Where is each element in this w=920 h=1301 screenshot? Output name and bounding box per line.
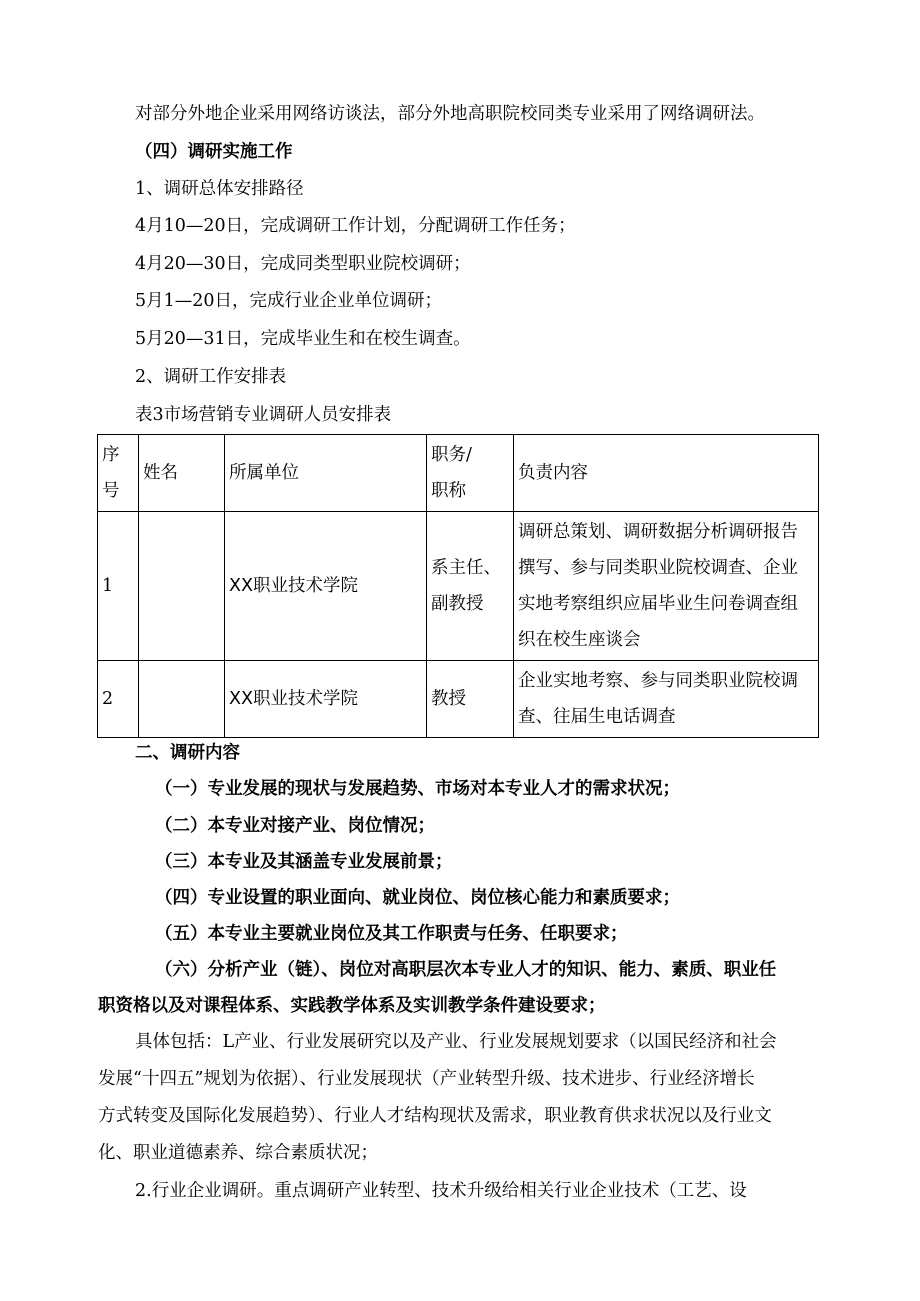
row1-no — [98, 512, 139, 661]
row1-duty-line: 织在校生座谈会 — [518, 630, 641, 650]
row2-duty-line: 查、往届生电话调查 — [518, 707, 676, 727]
detail-line-1: 具体包括：L产业、行业发展研究以及产业、行业发展规划要求（以国民经济和社会 — [135, 1032, 777, 1052]
schedule-line-3: 5月1—20日，完成行业企业单位调研； — [135, 291, 443, 311]
row2-duty-line: 企业实地考察、参与同类职业院校调 — [518, 671, 798, 691]
staff-table — [97, 434, 819, 738]
row2-unit — [225, 661, 427, 738]
row2-no — [98, 661, 139, 738]
header-duty — [514, 435, 819, 512]
row2-duty — [514, 661, 819, 738]
subheading-overall-plan: 1、调研总体安排路径 — [135, 179, 304, 199]
subheading-schedule-table: 2、调研工作安排表 — [135, 367, 287, 387]
header-title-b: 职称 — [431, 481, 466, 501]
detail-line-4: 化、职业道德素养、综合素质状况； — [98, 1143, 378, 1163]
content-item-2: （二）本专业对接产业、岗位情况； — [155, 816, 435, 836]
row1-duty — [514, 512, 819, 661]
row1-duty-line: 实地考察组织应届毕业生问卷调查组 — [518, 594, 798, 614]
header-name — [139, 435, 225, 512]
row2-name — [139, 661, 225, 738]
row2-title — [427, 661, 514, 738]
row2-unit-text: XX职业技术学院 — [229, 689, 358, 709]
header-name-text: 姓名 — [143, 463, 178, 483]
table-row — [98, 512, 819, 661]
schedule-line-1: 4月10—20日，完成调研工作计划，分配调研工作任务； — [135, 216, 576, 236]
row1-no-text: 1 — [102, 576, 114, 596]
row1-title-b: 副教授 — [431, 594, 484, 614]
content-item-6-cont: 职资格以及对课程体系、实践教学体系及实训教学条件建设要求； — [98, 996, 606, 1016]
content-item-3: （三）本专业及其涵盖专业发展前景； — [155, 852, 453, 872]
header-unit — [225, 435, 427, 512]
row1-unit-text: XX职业技术学院 — [229, 576, 358, 596]
schedule-line-2: 4月20—30日，完成同类型职业院校调研； — [135, 254, 471, 274]
content-item-1: （一）专业发展的现状与发展趋势、市场对本专业人才的需求状况； — [155, 779, 680, 799]
row1-unit — [225, 512, 427, 661]
content-item-6: （六）分析产业（链）、岗位对高职层次本专业人才的知识、能力、素质、职业任 — [155, 960, 777, 980]
header-title — [427, 435, 514, 512]
row1-duty-line: 调研总策划、调研数据分析调研报告 — [518, 522, 798, 542]
schedule-line-4: 5月20—31日，完成毕业生和在校生调查。 — [135, 329, 471, 349]
row2-title-a: 教授 — [431, 689, 466, 709]
header-title-a: 职务/ — [431, 445, 472, 465]
heading-implementation: （四）调研实施工作 — [135, 142, 293, 162]
detail-line-2: 发展“十四五”规划为依据）、行业发展现状（产业转型升级、技术进步、行业经济增长 — [98, 1069, 755, 1089]
paragraph-survey-methods: 对部分外地企业采用网络访谈法，部分外地高职院校同类专业采用了网络调研法。 — [135, 104, 765, 124]
industry-survey-line: 2.行业企业调研。重点调研产业转型、技术升级给相关行业企业技术（工艺、设 — [135, 1181, 747, 1201]
header-unit-text: 所属单位 — [229, 463, 299, 483]
detail-line-3: 方式转变及国际化发展趋势）、行业人才结构现状及需求，职业教育供求状况以及行业文 — [98, 1106, 772, 1126]
row1-title-a: 系主任、 — [431, 558, 501, 578]
header-no — [98, 435, 139, 512]
table-row — [98, 661, 819, 738]
row2-no-text: 2 — [102, 689, 114, 709]
content-item-5: （五）本专业主要就业岗位及其工作职责与任务、任职要求； — [155, 924, 628, 944]
header-no-a: 序 — [102, 445, 120, 465]
row1-duty-line: 撰写、参与同类职业院校调查、企业 — [518, 558, 798, 578]
header-duty-text: 负责内容 — [518, 463, 588, 483]
row1-title — [427, 512, 514, 661]
table-caption: 表3市场营销专业调研人员安排表 — [135, 405, 392, 425]
header-no-b: 号 — [102, 481, 120, 501]
heading-survey-content: 二、调研内容 — [135, 743, 240, 763]
table-header-row — [98, 435, 819, 512]
row1-name — [139, 512, 225, 661]
content-item-4: （四）专业设置的职业面向、就业岗位、岗位核心能力和素质要求； — [155, 888, 680, 908]
